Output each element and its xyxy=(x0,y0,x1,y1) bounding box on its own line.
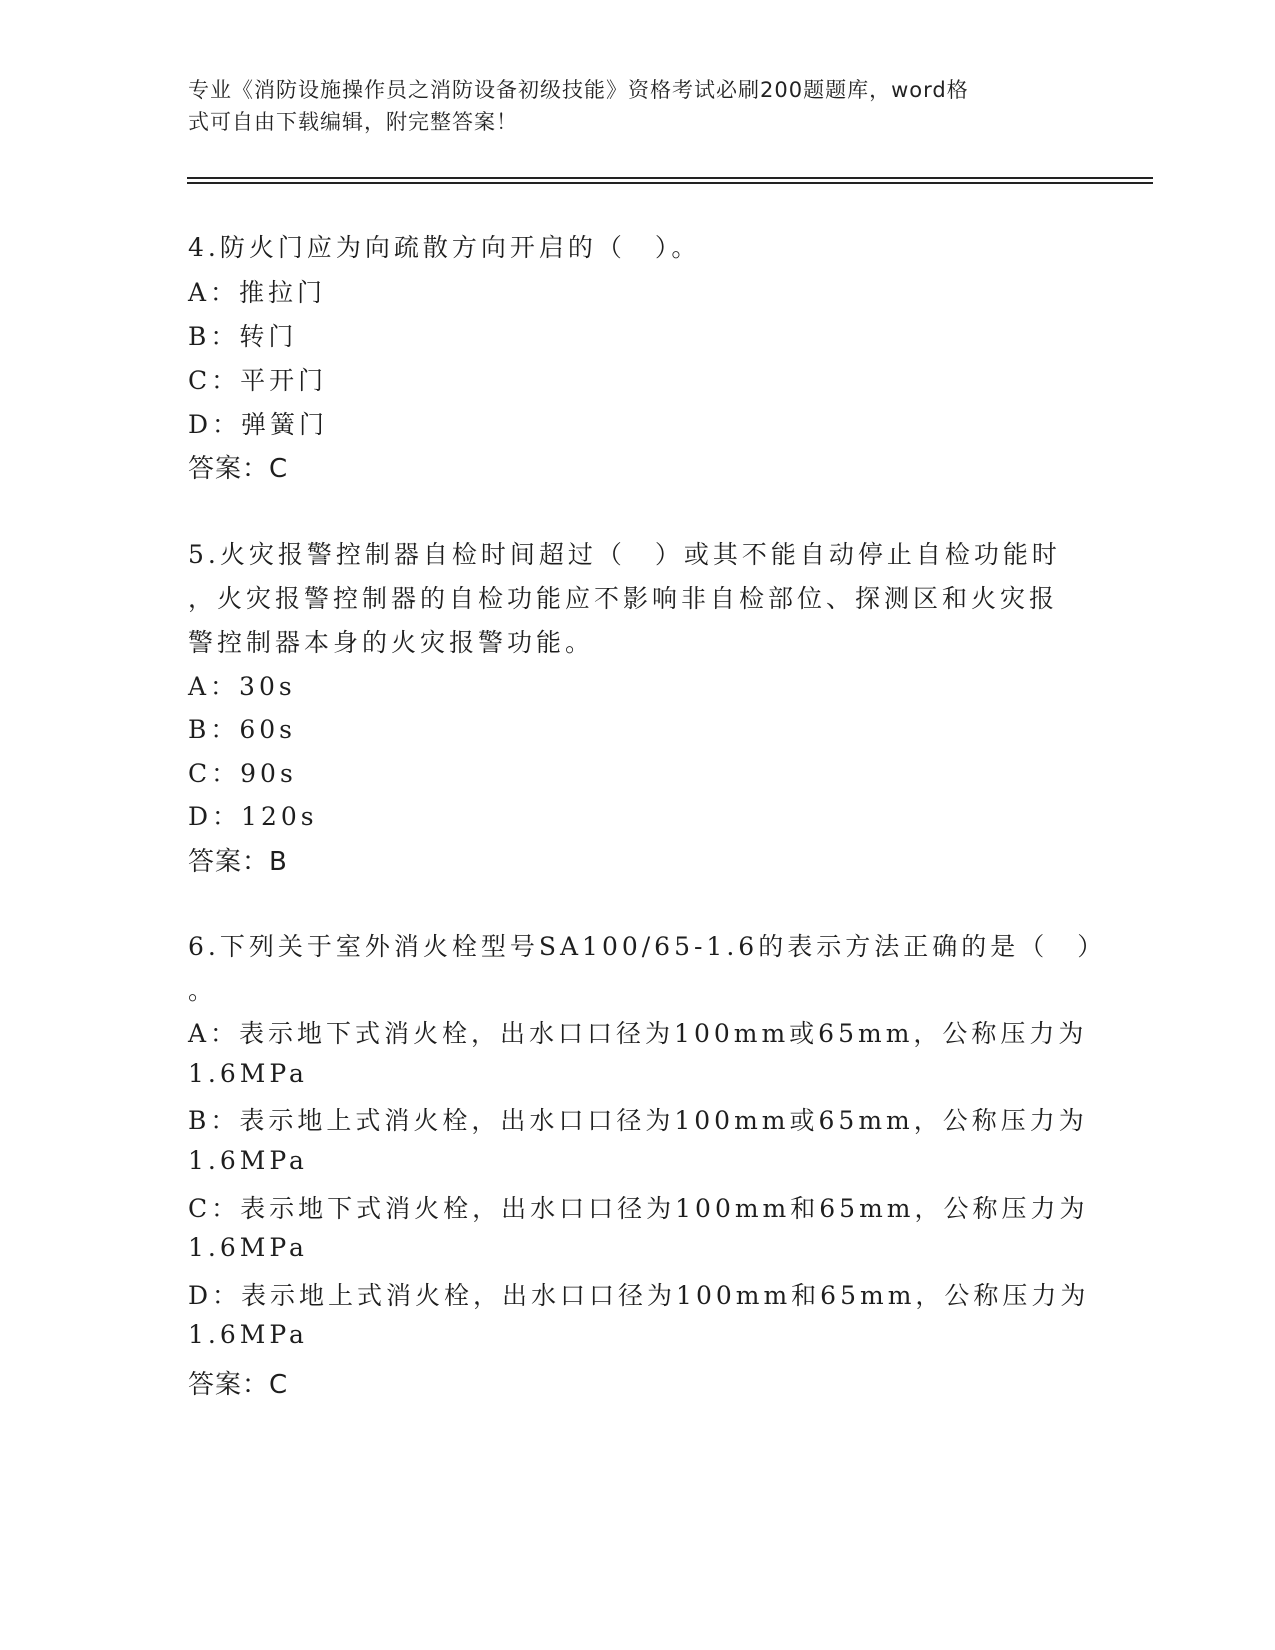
question-stem: 警控制器本身的火灾报警功能。 xyxy=(188,628,595,657)
answer-option: 1.6MPa xyxy=(188,1320,308,1349)
answer-option: B：表示地上式消火栓，出水口口径为100mm或65mm，公称压力为 xyxy=(188,1106,1088,1135)
answer-option: D：弹簧门 xyxy=(188,410,329,439)
question-stem: 5.火灾报警控制器自检时间超过（ ）或其不能自动停止自检功能时 xyxy=(188,540,1061,569)
header-divider-bottom xyxy=(187,182,1153,184)
answer-option: C：90s xyxy=(188,759,297,788)
header-line-1: 专业《消防设施操作员之消防设备初级技能》资格考试必刷200题题库，word格 xyxy=(188,78,969,102)
question-stem: 4.防火门应为向疏散方向开启的（ ）。 xyxy=(188,233,701,262)
answer-option: A：表示地下式消火栓，出水口口径为100mm或65mm，公称压力为 xyxy=(188,1019,1088,1048)
answer-option: A：30s xyxy=(188,672,296,701)
answer-key: 答案：C xyxy=(188,454,289,484)
answer-option: 1.6MPa xyxy=(188,1146,308,1175)
question-stem: 6.下列关于室外消火栓型号SA100/65-1.6的表示方法正确的是（ ） xyxy=(188,932,1107,961)
answer-option: B：转门 xyxy=(188,322,298,351)
answer-option: 1.6MPa xyxy=(188,1059,308,1088)
answer-option: B：60s xyxy=(188,715,297,744)
answer-key: 答案：B xyxy=(188,847,288,877)
answer-option: 1.6MPa xyxy=(188,1233,308,1262)
header-divider-top xyxy=(187,177,1153,179)
answer-option: C：表示地下式消火栓，出水口口径为100mm和65mm，公称压力为 xyxy=(188,1194,1089,1223)
answer-option: D：120s xyxy=(188,802,318,831)
question-stem: ，火灾报警控制器的自检功能应不影响非自检部位、探测区和火灾报 xyxy=(188,584,1059,613)
answer-option: D：表示地上式消火栓，出水口口径为100mm和65mm，公称压力为 xyxy=(188,1281,1090,1310)
document-header xyxy=(188,74,1068,138)
answer-option: C：平开门 xyxy=(188,366,328,395)
answer-key: 答案：C xyxy=(188,1370,289,1400)
answer-option: A：推拉门 xyxy=(188,278,327,307)
header-line-2: 式可自由下载编辑，附完整答案！ xyxy=(188,110,518,134)
question-stem: 。 xyxy=(188,976,218,1005)
